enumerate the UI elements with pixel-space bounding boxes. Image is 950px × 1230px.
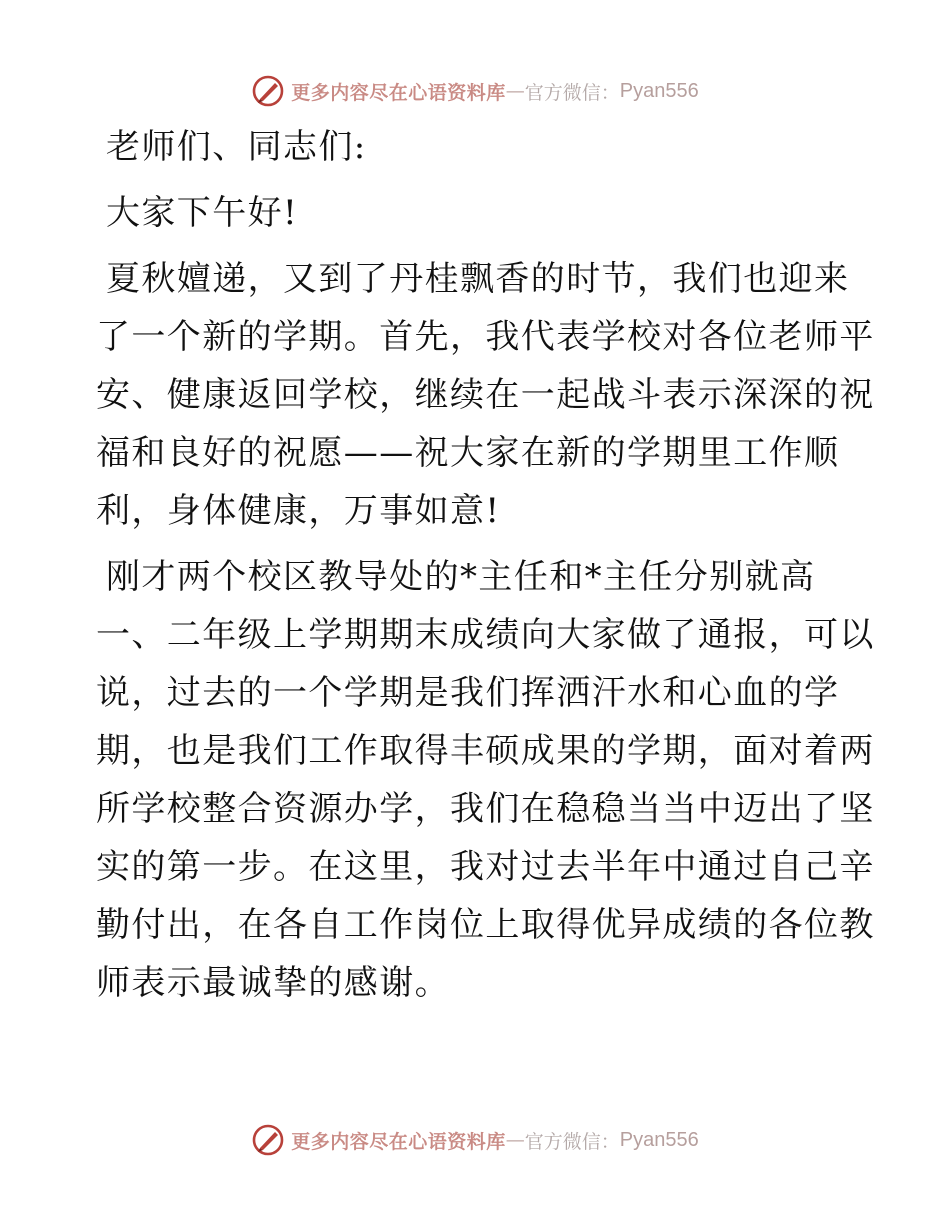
banner-wechat-label: 官方微信： — [524, 1130, 620, 1153]
banner-wechat-id: Pyan556 — [619, 1128, 699, 1151]
letter-body — [96, 118, 875, 1012]
paragraph-1 — [96, 250, 875, 540]
paragraph-line: 福和良好的祝愿——祝大家在新的学期里工作顺 — [96, 433, 840, 473]
banner-main-text: 更多内容尽在心语资料库 — [291, 1130, 506, 1153]
header-watermark-banner — [0, 71, 950, 111]
paragraph-line: 一、二年级上学期期末成绩向大家做了通报，可以 — [96, 615, 875, 655]
paragraph-line: 安、健康返回学校，继续在一起战斗表示深深的祝 — [96, 375, 875, 415]
paragraph-line: 了一个新的学期。首先，我代表学校对各位老师平 — [96, 317, 875, 357]
paragraph-2 — [96, 548, 875, 1012]
paragraph-line: 刚才两个校区教导处的*主任和*主任分别就高 — [106, 557, 816, 597]
paragraph-line: 师表示最诚挚的感谢。 — [96, 963, 450, 1003]
paragraph-line: 实的第一步。在这里，我对过去半年中通过自己辛 — [96, 847, 875, 887]
banner-wechat-label: 官方微信： — [524, 81, 620, 104]
footer-watermark-banner — [0, 1120, 950, 1160]
paragraph-line: 夏秋嬗递，又到了丹桂飘香的时节，我们也迎来 — [106, 259, 850, 299]
paragraph-line: 利，身体健康，万事如意! — [96, 491, 501, 531]
paragraph-line: 期，也是我们工作取得丰硕成果的学期，面对着两 — [96, 731, 875, 771]
paragraph-line: 说，过去的一个学期是我们挥洒汗水和心血的学 — [96, 673, 840, 713]
pen-logo-icon — [251, 74, 285, 108]
banner-dash: — — [505, 80, 525, 102]
greeting: 大家下午好! — [106, 193, 299, 233]
pen-logo-icon — [251, 1123, 285, 1157]
paragraph-line: 所学校整合资源办学，我们在稳稳当当中迈出了坚 — [96, 789, 875, 829]
paragraph-line: 勤付出，在各自工作岗位上取得优异成绩的各位教 — [96, 905, 875, 945]
banner-wechat-id: Pyan556 — [619, 79, 699, 102]
banner-dash: — — [505, 1129, 525, 1151]
salutation: 老师们、同志们: — [106, 127, 367, 167]
banner-main-text: 更多内容尽在心语资料库 — [291, 81, 506, 104]
